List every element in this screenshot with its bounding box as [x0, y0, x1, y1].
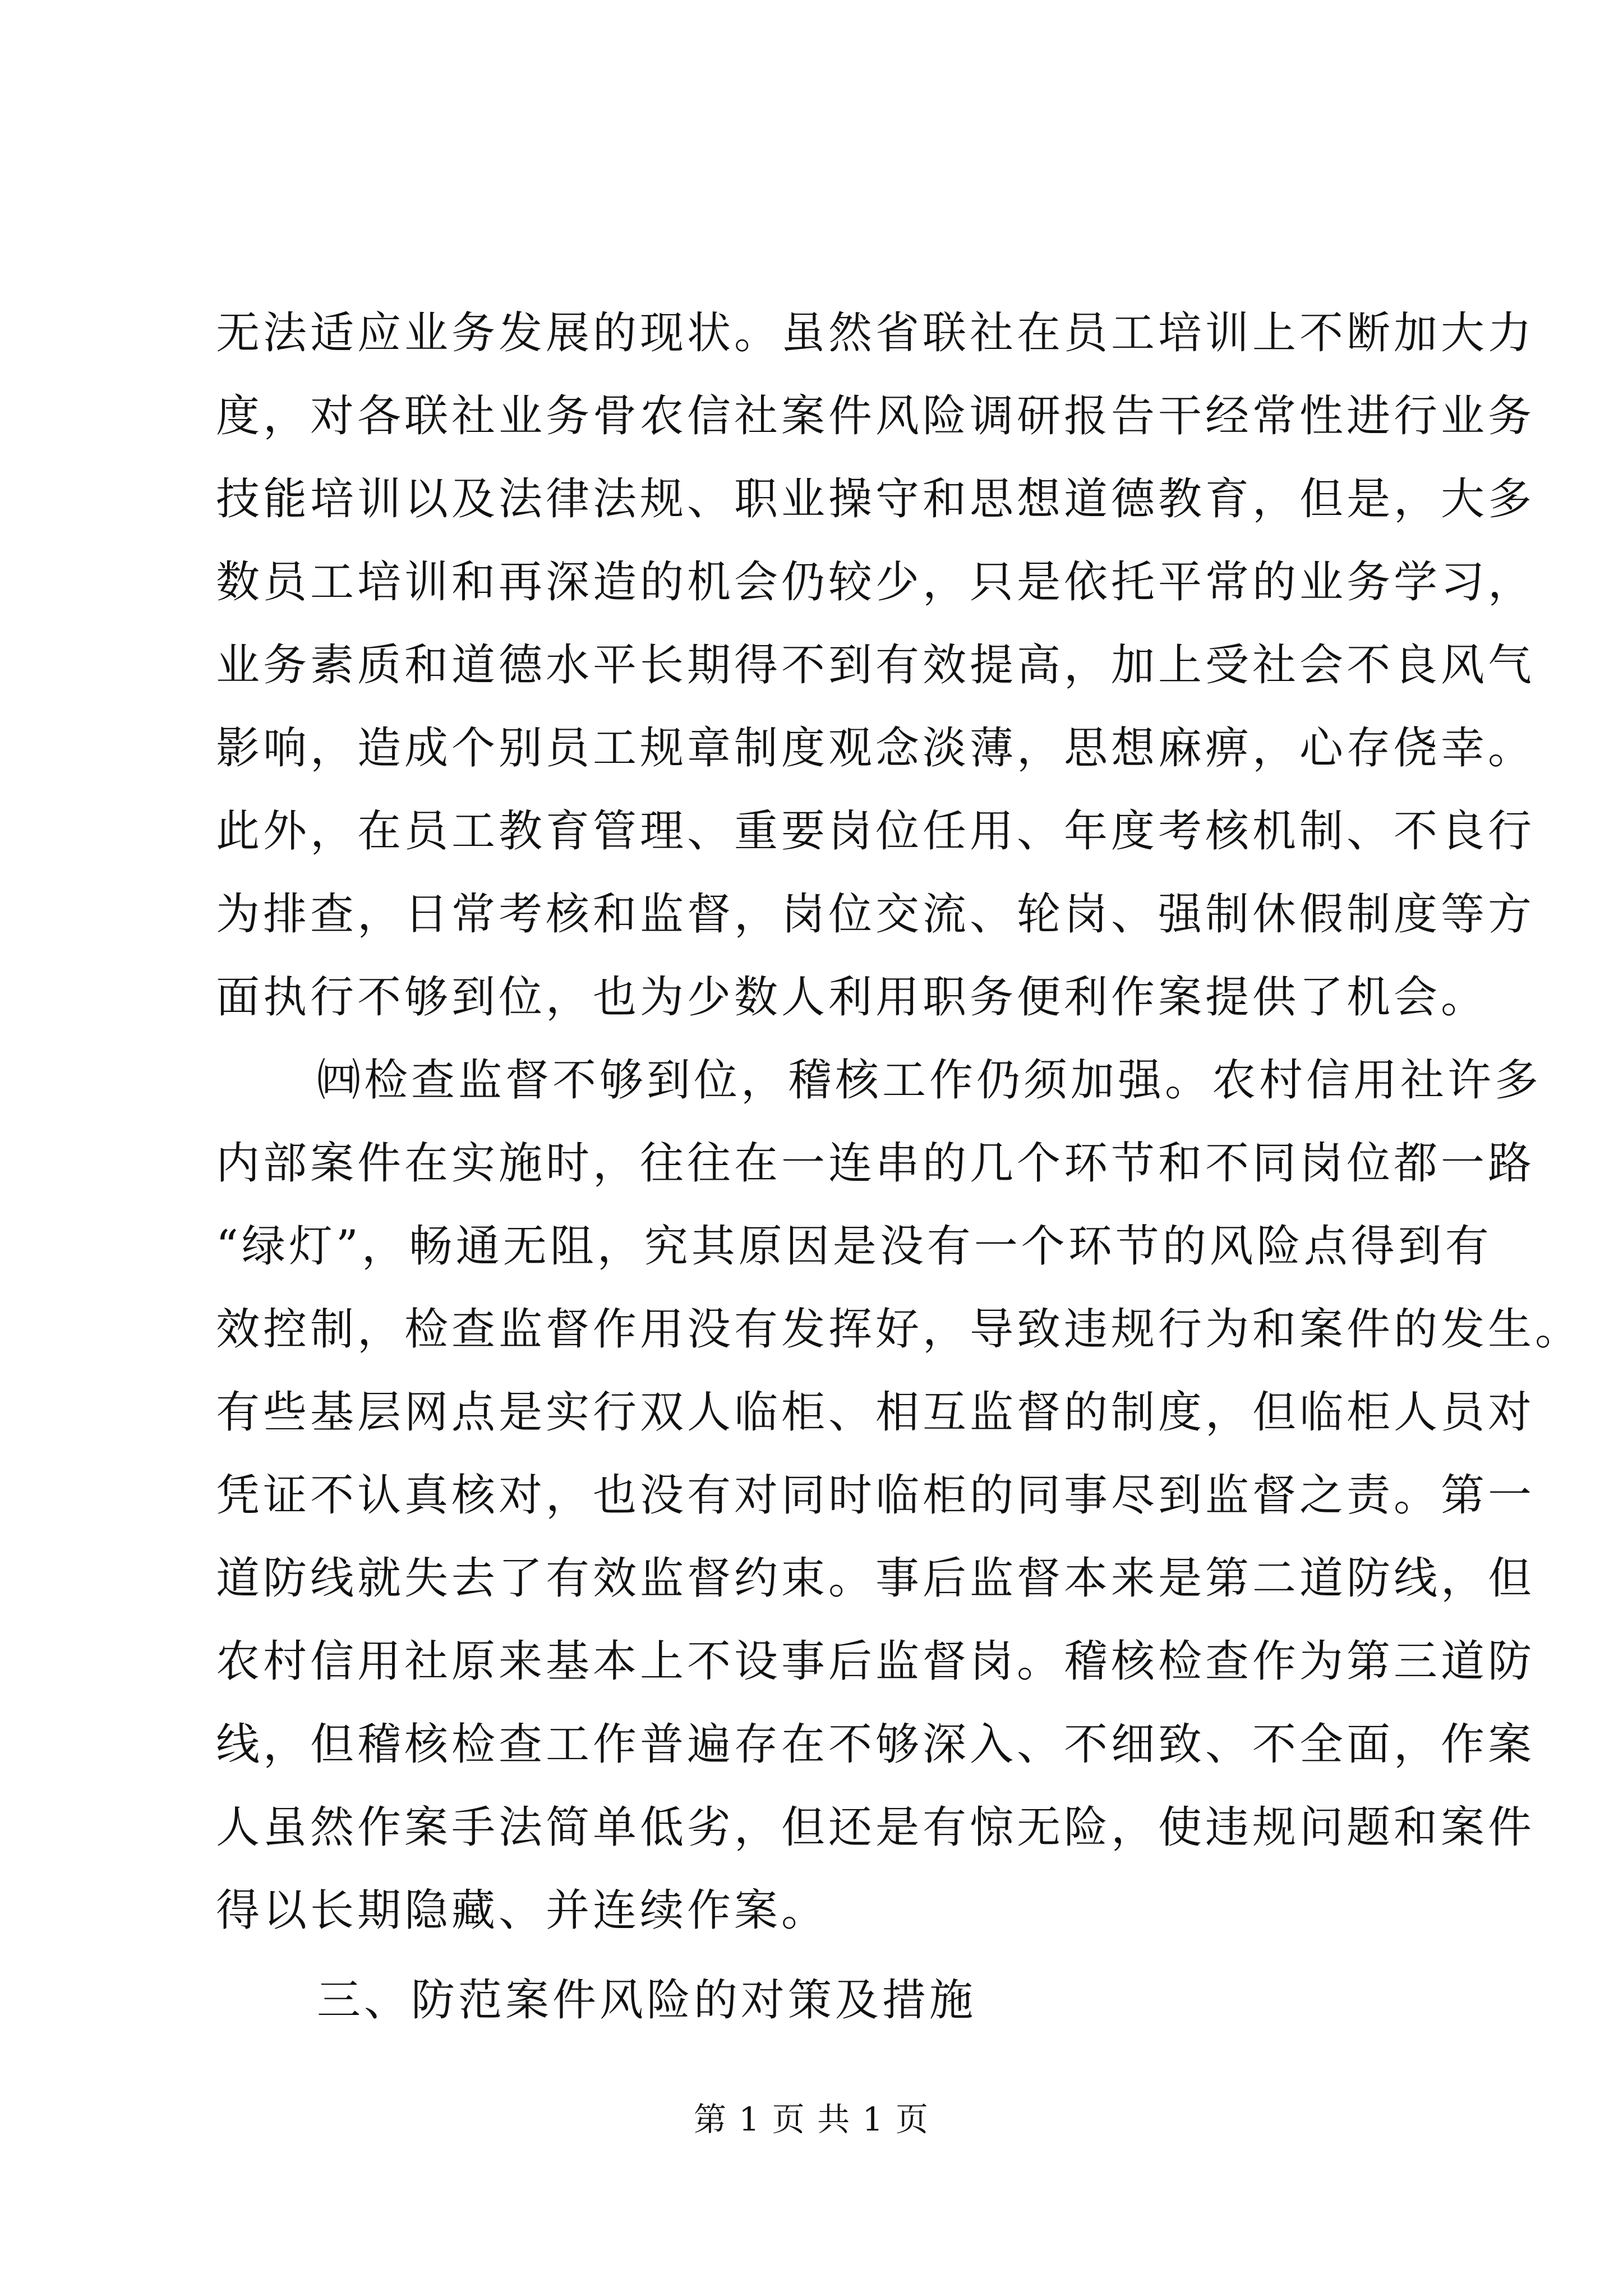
text-line: 得以长期隐藏、并连续作案。 — [216, 1885, 829, 1936]
text-line: 度，对各联社业务骨农信社案件风险调研报告干经常性进行业务 — [216, 391, 1536, 441]
text-line: 影响，造成个别员工规章制度观念淡薄，思想麻痹，心存侥幸。 — [216, 723, 1536, 774]
text-line: 无法适应业务发展的现状。虽然省联社在员工培训上不断加大力 — [216, 308, 1536, 358]
text-line: 为排查，日常考核和监督，岗位交流、轮岗、强制休假制度等方 — [216, 889, 1536, 940]
text-line: 线，但稽核检查工作普遍存在不够深入、不细致、不全面，作案 — [216, 1719, 1536, 1770]
text-line: 有些基层网点是实行双人临柜、相互监督的制度，但临柜人员对 — [216, 1387, 1536, 1438]
text-line: 数员工培训和再深造的机会仍较少，只是依托平常的业务学习， — [216, 557, 1536, 608]
section-heading: 三、防范案件风险的对策及措施 — [317, 1975, 977, 2026]
page-footer: 第 1 页 共 1 页 — [694, 2100, 929, 2138]
text-line: 此外，在员工教育管理、重要岗位任用、年度考核机制、不良行 — [216, 806, 1536, 857]
paragraph-start-line: ㈣检查监督不够到位，稽核工作仍须加强。农村信用社许多 — [317, 1055, 1542, 1106]
text-line: 道防线就失去了有效监督约束。事后监督本来是第二道防线，但 — [216, 1553, 1536, 1604]
text-line: “绿灯”，畅通无阻，究其原因是没有一个环节的风险点得到有 — [216, 1221, 1492, 1272]
text-line: 农村信用社原来基本上不设事后监督岗。稽核检查作为第三道防 — [216, 1636, 1536, 1687]
text-line: 内部案件在实施时，往往在一连串的几个环节和不同岗位都一路 — [216, 1138, 1536, 1189]
text-line: 效控制，检查监督作用没有发挥好，导致违规行为和案件的发生。 — [216, 1304, 1583, 1355]
text-line: 人虽然作案手法简单低劣，但还是有惊无险，使违规问题和案件 — [216, 1802, 1536, 1853]
body-text — [216, 292, 1583, 2042]
text-line: 技能培训以及法律法规、职业操守和思想道德教育，但是，大多 — [216, 474, 1536, 524]
text-line: 业务素质和道德水平长期得不到有效提高，加上受社会不良风气 — [216, 640, 1536, 691]
text-line: 凭证不认真核对，也没有对同时临柜的同事尽到监督之责。第一 — [216, 1470, 1536, 1521]
text-line: 面执行不够到位，也为少数人利用职务便利作案提供了机会。 — [216, 972, 1488, 1023]
